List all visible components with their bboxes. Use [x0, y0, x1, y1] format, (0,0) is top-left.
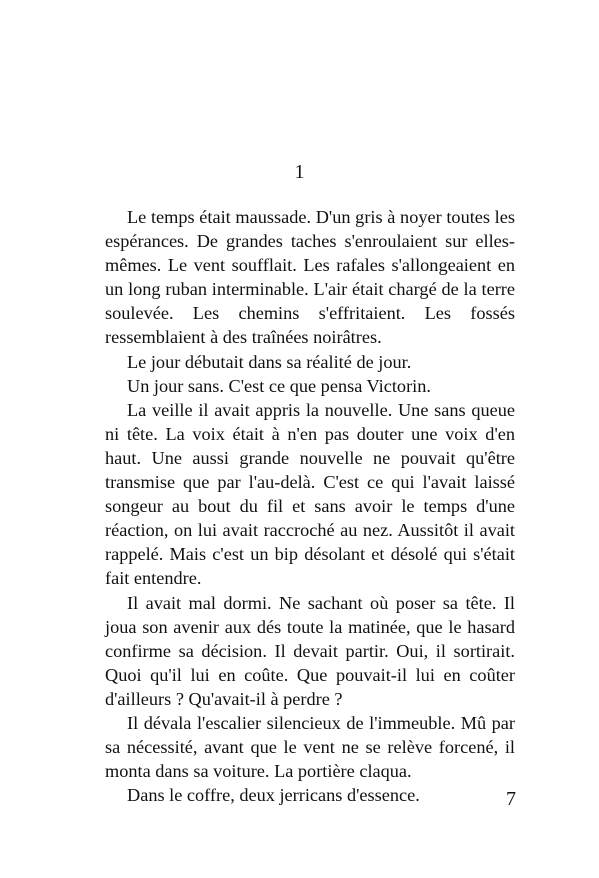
paragraph-4: La veille il avait appris la nouvelle. Une sans queue ni tête. La voix était à n'en pas douter une voix d'en haut. Une aussi grande nouvelle ne pouvait qu'être transmise que par l'au-delà. C'est ce qui l'avait laissé songeur au bout du fil et sans avoir le temps d'une réaction, on lui avait raccroché au nez. Aussitôt il avait rappelé. Mais c'est un bip désolant et désolé qui s'était fait entendre.: [105, 399, 515, 589]
paragraph-1: Le temps était maussade. D'un gris à noyer toutes les espérances. De grandes taches s'enroulaient sur elles-mêmes. Le vent soufflait. Les rafales s'allongeaient en un long ruban interminable. L'air était chargé de la terre soulevée. Les chemins s'effritaient. Les fossés ressemblaient à des traînées noirâtres.: [105, 207, 515, 348]
paragraph-2: Le jour débutait dans sa réalité de jour.: [127, 351, 412, 372]
chapter-text: [105, 205, 515, 807]
paragraph-6: Il dévala l'escalier silencieux de l'immeuble. Mû par sa nécessité, avant que le vent ne se relève forcené, il monta dans sa voiture. La portière claqua.: [105, 712, 515, 782]
paragraph-7: Dans le coffre, deux jerricans d'essence.: [127, 785, 420, 806]
paragraph-5: Il avait mal dormi. Ne sachant où poser sa tête. Il joua son avenir aux dés toute la matinée, que le hasard confirme sa décision. Il devait partir. Oui, il sortirait. Quoi qu'il lui en coûte. Que pouvait-il lui en coûter d'ailleurs ? Qu'avait-il à perdre ?: [105, 592, 515, 709]
chapter-number: 1: [294, 161, 305, 183]
paragraph-3: Un jour sans. C'est ce que pensa Victorin.: [127, 375, 431, 396]
page-number: 7: [506, 788, 516, 810]
